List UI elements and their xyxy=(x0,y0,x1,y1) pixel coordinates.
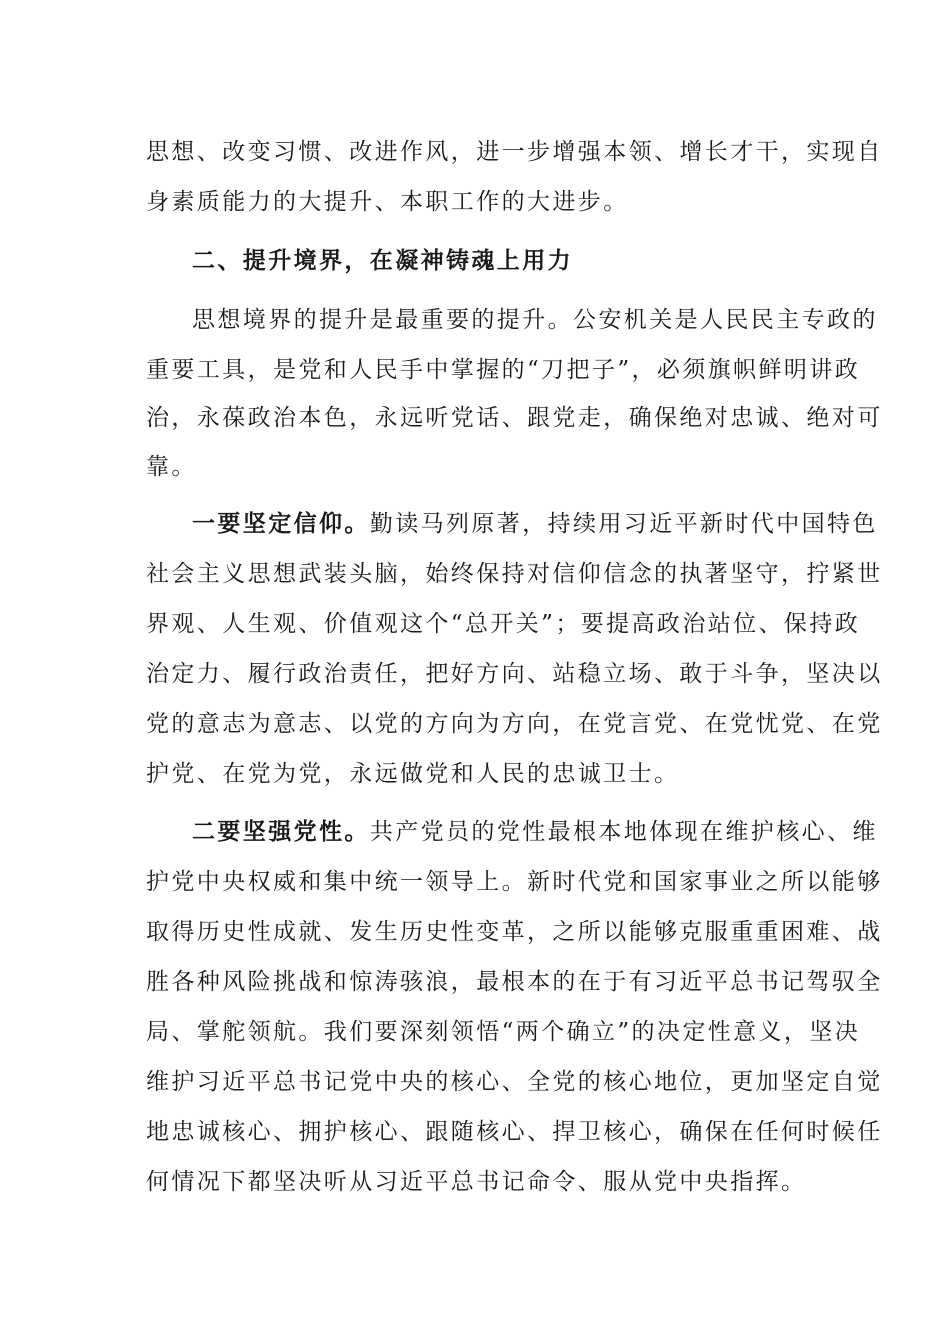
p3-line-4: 治定力、履行政治责任，把好方向、站稳立场、敢于斗争，坚决以 xyxy=(146,661,883,687)
p3-line-6: 护党、在党为党，永远做党和人民的忠诚卫士。 xyxy=(146,761,680,787)
p3-line-2: 社会主义思想武装头脑，始终保持对信仰信念的执著坚守，拧紧世 xyxy=(146,561,883,587)
p4-line-4: 胜各种风险挑战和惊涛骇浪，最根本的在于有习近平总书记驾驭全 xyxy=(146,969,883,995)
p3-line-5: 党的意志为意志、以党的方向为方向，在党言党、在党忧党、在党 xyxy=(146,711,883,737)
p4-line-7: 地忠诚核心、拥护核心、跟随核心、捍卫核心，确保在任何时候任 xyxy=(146,1119,883,1145)
p3-lead: 一要坚定信仰。 xyxy=(192,510,370,537)
p4-line-6: 维护习近平总书记党中央的核心、全党的核心地位，更加坚定自觉 xyxy=(146,1069,883,1095)
section-heading-2: 二、提升境界，在凝神铸魂上用力 xyxy=(192,247,573,274)
p4-line-3: 取得历史性成就、发生历史性变革，之所以能够克服重重困难、战 xyxy=(146,919,883,945)
p2-line-1: 思想境界的提升是最重要的提升。公安机关是人民民主专政的 xyxy=(192,307,878,333)
p3-line-1 xyxy=(192,509,878,539)
p4-first-rest: 共产党员的党性最根本地体现在维护核心、维 xyxy=(369,819,878,845)
p1-line-2: 身素质能力的大提升、本职工作的大进步。 xyxy=(146,189,629,215)
p2-line-3: 治，永葆政治本色，永远听党话、跟党走，确保绝对忠诚、绝对可 xyxy=(146,405,883,431)
p3-first-rest: 勤读马列原著，持续用习近平新时代中国特色 xyxy=(369,511,878,537)
p2-line-2: 重要工具，是党和人民手中掌握的“刀把子”，必须旗帜鲜明讲政 xyxy=(146,357,861,383)
p4-line-5: 局、掌舵领航。我们要深刻领悟“两个确立”的决定性意义，坚决 xyxy=(146,1019,861,1045)
p4-line-2: 护党中央权威和集中统一领导上。新时代党和国家事业之所以能够 xyxy=(146,869,883,895)
p4-line-1 xyxy=(192,817,878,847)
p2-line-4: 靠。 xyxy=(146,454,197,480)
p1-line-1: 思想、改变习惯、改进作风，进一步增强本领、增长才干，实现自 xyxy=(146,139,883,165)
p4-lead: 二要坚强党性。 xyxy=(192,818,370,845)
p4-line-8: 何情况下都坚决听从习近平总书记命令、服从党中央指挥。 xyxy=(146,1169,807,1195)
p3-line-3: 界观、人生观、价值观这个“总开关”；要提高政治站位、保持政 xyxy=(146,611,861,637)
